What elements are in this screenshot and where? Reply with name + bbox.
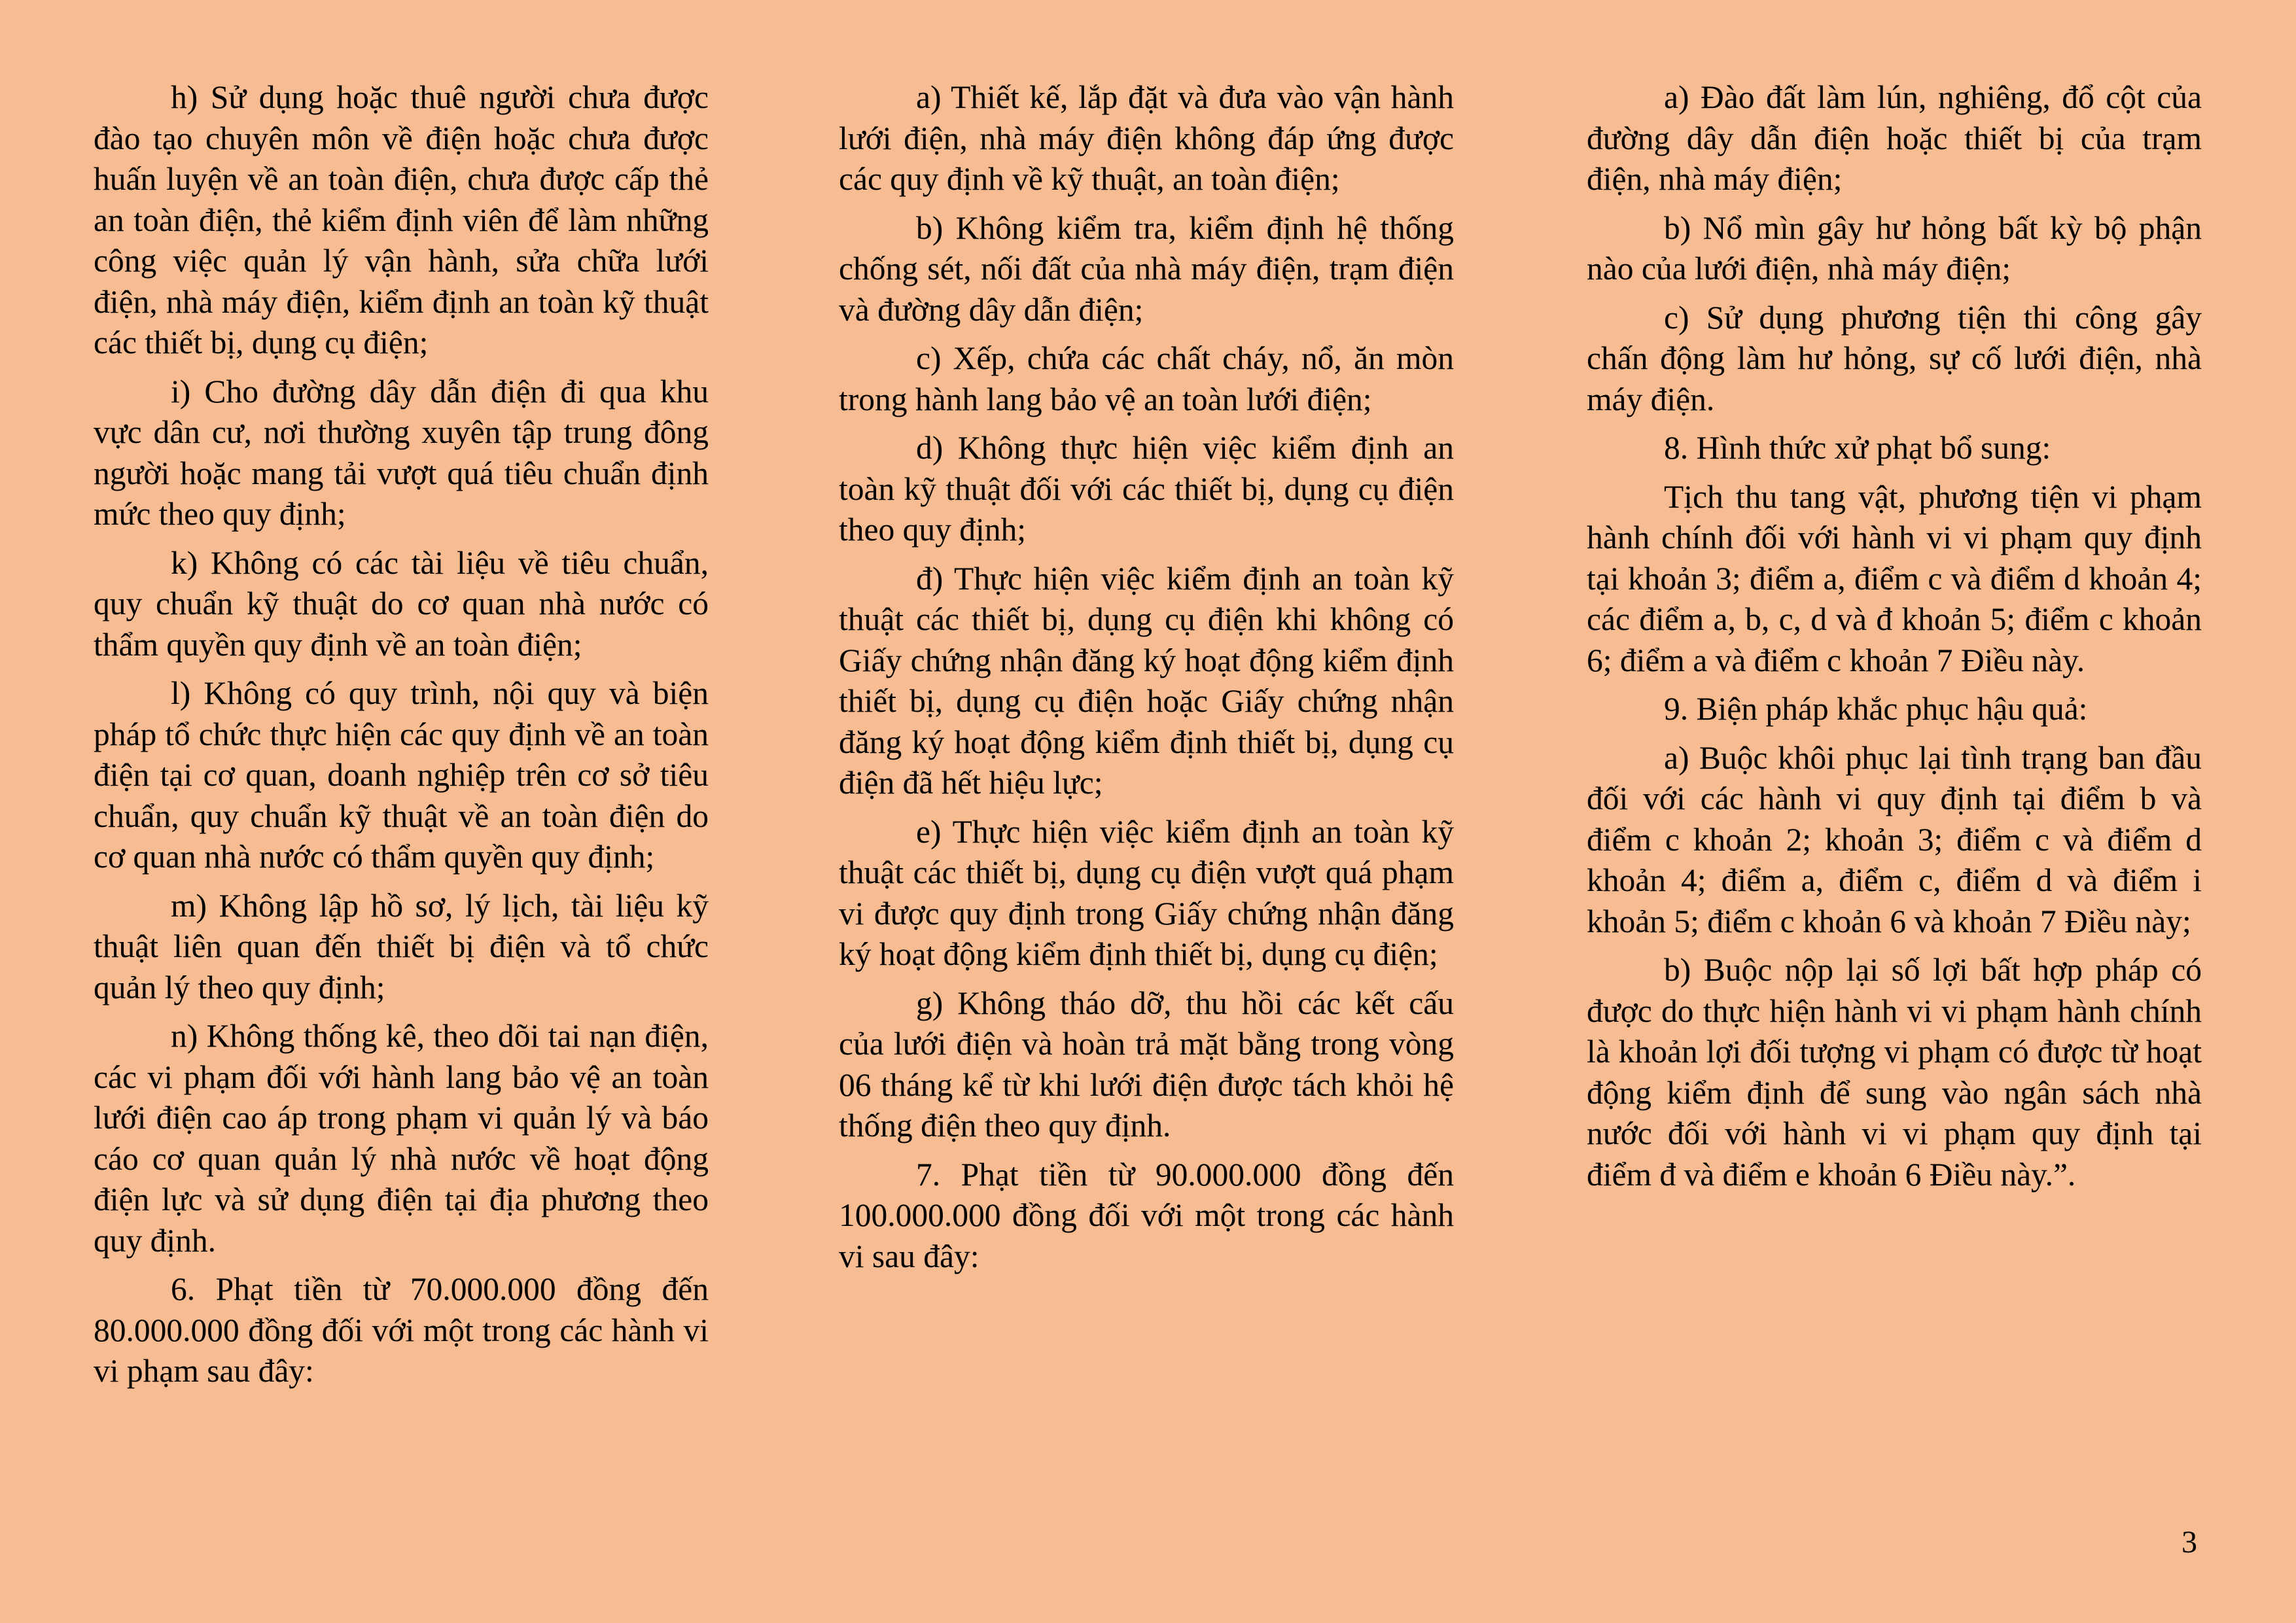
paragraph: d) Không thực hiện việc kiểm định an toàn kỹ thuật đối với các thiết bị, dụng cụ điện theo quy định; bbox=[839, 430, 1454, 548]
paragraph: c) Xếp, chứa các chất cháy, nổ, ăn mòn trong hành lang bảo vệ an toàn lưới điện; bbox=[839, 340, 1454, 417]
paragraph: b) Buộc nộp lại số lợi bất hợp pháp có được do thực hiện hành vi vi phạm hành chính là khoản lợi đối tượng vi phạm có được từ hoạt động kiểm định để sung vào ngân sách nhà nước đối với hành vi vi phạm quy định tại điểm đ và điểm e khoản 6 Điều này.”. bbox=[1587, 952, 2202, 1193]
paragraph: Tịch thu tang vật, phương tiện vi phạm hành chính đối với hành vi vi phạm quy định tại khoản 3; điểm a, điểm c và điểm d khoản 4; các điểm a, b, c, d và đ khoản 5; điểm c khoản 6; điểm a và điểm c khoản 7 Điều này. bbox=[1587, 478, 2202, 678]
paragraph: 7. Phạt tiền từ 90.000.000 đồng đến 100.000.000 đồng đối với một trong các hành vi sau đây: bbox=[839, 1156, 1454, 1274]
paragraph: m) Không lập hồ sơ, lý lịch, tài liệu kỹ thuật liên quan đến thiết bị điện và tổ chức quản lý theo quy định; bbox=[94, 887, 709, 1005]
paragraph: i) Cho đường dây dẫn điện đi qua khu vực dân cư, nơi thường xuyên tập trung đông người hoặc mang tải vượt quá tiêu chuẩn định mức theo quy định; bbox=[94, 373, 709, 532]
text-column-left bbox=[94, 77, 709, 1400]
paragraph: đ) Thực hiện việc kiểm định an toàn kỹ thuật các thiết bị, dụng cụ điện khi không có Giấy chứng nhận đăng ký hoạt động kiểm định thiết bị, dụng cụ điện hoặc Giấy chứng nhận đăng ký hoạt động kiểm định thiết bị, dụng cụ điện đã hết hiệu lực; bbox=[839, 560, 1454, 801]
paragraph: 9. Biện pháp khắc phục hậu quả: bbox=[1664, 691, 2088, 727]
paragraph: c) Sử dụng phương tiện thi công gây chấn động làm hư hỏng, sự cố lưới điện, nhà máy điện. bbox=[1587, 299, 2202, 417]
text-column-middle bbox=[839, 77, 1454, 1285]
paragraph: e) Thực hiện việc kiểm định an toàn kỹ thuật các thiết bị, dụng cụ điện vượt quá phạm vi được quy định trong Giấy chứng nhận đăng ký hoạt động kiểm định thiết bị, dụng cụ điện; bbox=[839, 813, 1454, 972]
paragraph: h) Sử dụng hoặc thuê người chưa được đào tạo chuyên môn về điện hoặc chưa được huấn luyện về an toàn điện, chưa được cấp thẻ an toàn điện, thẻ kiểm định viên để làm những công việc quản lý vận hành, sửa chữa lưới điện, nhà máy điện, kiểm định an toàn kỹ thuật các thiết bị, dụng cụ điện; bbox=[94, 79, 709, 360]
page-number: 3 bbox=[2181, 1525, 2197, 1560]
paragraph: a) Buộc khôi phục lại tình trạng ban đầu đối với các hành vi quy định tại điểm b và điểm c khoản 2; khoản 3; điểm c và điểm d khoản 4; điểm a, điểm c, điểm d và điểm i khoản 5; điểm c khoản 6 và khoản 7 Điều này; bbox=[1587, 739, 2202, 939]
paragraph: b) Không kiểm tra, kiểm định hệ thống chống sét, nối đất của nhà máy điện, trạm điện và đường dây dẫn điện; bbox=[839, 209, 1454, 328]
text-column-right bbox=[1587, 77, 2202, 1203]
paragraph: b) Nổ mìn gây hư hỏng bất kỳ bộ phận nào của lưới điện, nhà máy điện; bbox=[1587, 209, 2202, 287]
paragraph: 8. Hình thức xử phạt bổ sung: bbox=[1664, 430, 2051, 466]
paragraph: g) Không tháo dỡ, thu hồi các kết cấu của lưới điện và hoàn trả mặt bằng trong vòng 06 tháng kể từ khi lưới điện được tách khỏi hệ thống điện theo quy định. bbox=[839, 985, 1454, 1143]
paragraph: a) Thiết kế, lắp đặt và đưa vào vận hành lưới điện, nhà máy điện không đáp ứng được các quy định về kỹ thuật, an toàn điện; bbox=[839, 79, 1454, 197]
paragraph: a) Đào đất làm lún, nghiêng, đổ cột của đường dây dẫn điện hoặc thiết bị của trạm điện, nhà máy điện; bbox=[1587, 79, 2202, 197]
paragraph: k) Không có các tài liệu về tiêu chuẩn, quy chuẩn kỹ thuật do cơ quan nhà nước có thẩm quyền quy định về an toàn điện; bbox=[94, 544, 709, 663]
paragraph: 6. Phạt tiền từ 70.000.000 đồng đến 80.000.000 đồng đối với một trong các hành vi vi phạm sau đây: bbox=[94, 1271, 709, 1389]
paragraph: l) Không có quy trình, nội quy và biện pháp tổ chức thực hiện các quy định về an toàn điện tại cơ quan, doanh nghiệp trên cơ sở tiêu chuẩn, quy chuẩn kỹ thuật về an toàn điện do cơ quan nhà nước có thẩm quyền quy định; bbox=[94, 675, 709, 875]
paragraph: n) Không thống kê, theo dõi tai nạn điện, các vi phạm đối với hành lang bảo vệ an toàn lưới điện cao áp trong phạm vi quản lý và báo cáo cơ quan quản lý nhà nước về hoạt động điện lực và sử dụng điện tại địa phương theo quy định. bbox=[94, 1018, 709, 1259]
